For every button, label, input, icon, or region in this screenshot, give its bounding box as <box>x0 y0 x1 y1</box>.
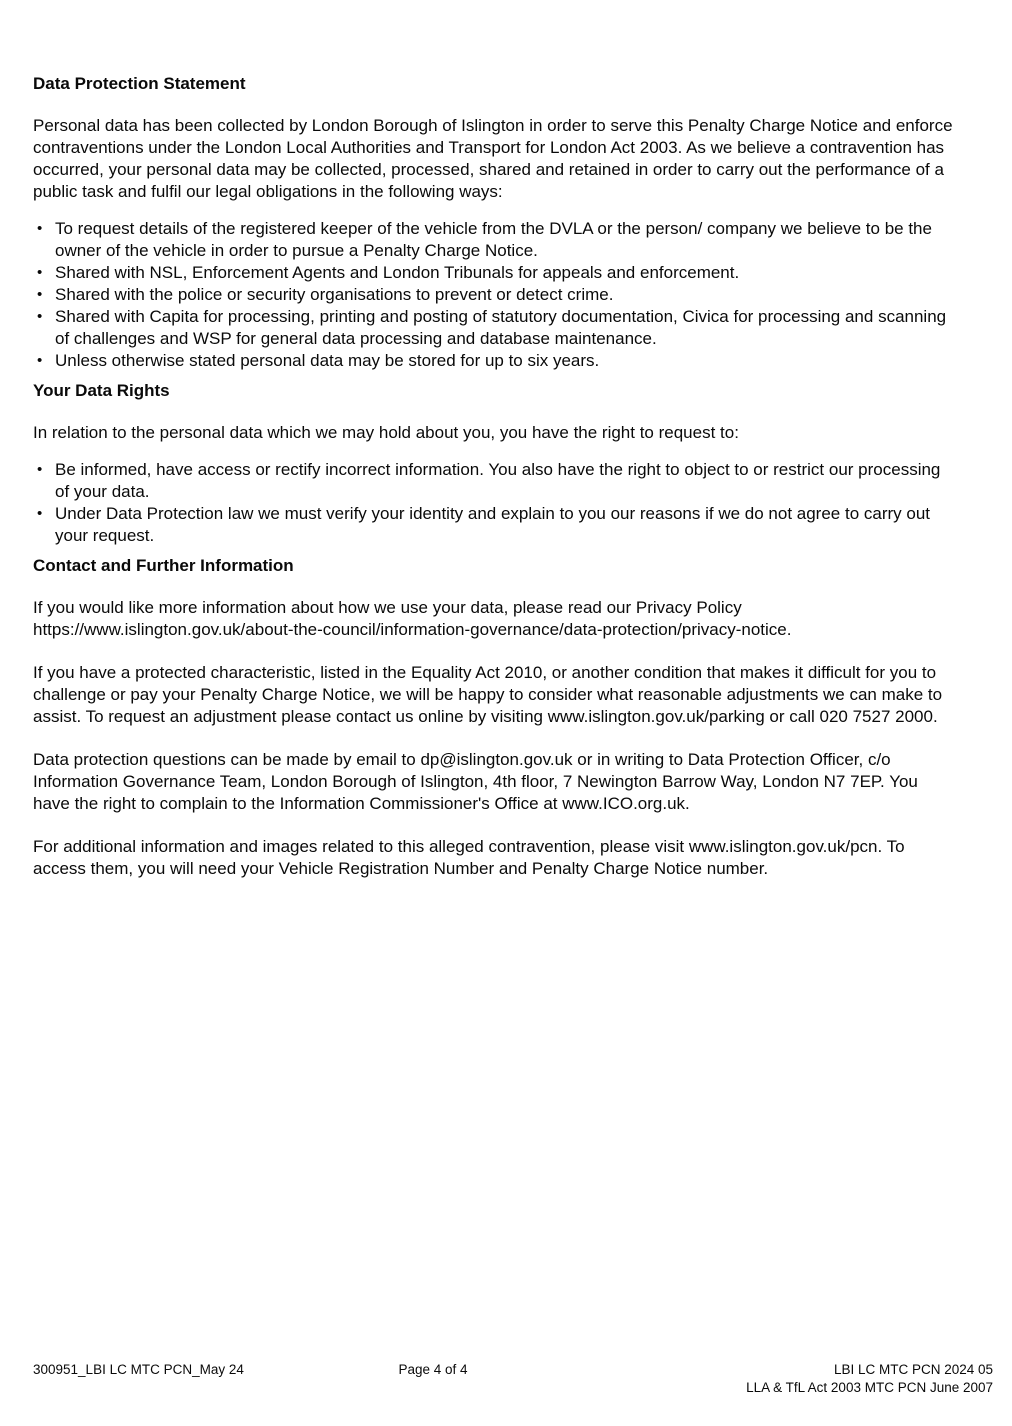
bullet-text: Unless otherwise stated personal data may be stored for up to six years. <box>55 351 600 370</box>
bullet-text: Shared with NSL, Enforcement Agents and London Tribunals for appeals and enforcement. <box>55 263 740 282</box>
list-item <box>33 306 953 350</box>
bullet-icon: • <box>37 505 43 522</box>
list-item <box>33 503 953 547</box>
paragraph: For additional information and images related to this alleged contravention, please visit www.islington.gov.uk/pcn. To access them, you will need your Vehicle Registration Number and Penalty Charge Notice number. <box>33 837 905 878</box>
footer-page-number: Page 4 of 4 <box>398 1362 468 1377</box>
paragraph: Data protection questions can be made by email to dp@islington.gov.uk or in writing to Data Protection Officer, c/o Information Governance Team, London Borough of Islington, 4th floor, 7 Newington Barrow Way, London N7 7EP. You have the right to complain to the Information Commissioner's Office at www.ICO.org.uk. <box>33 750 918 813</box>
list-item <box>33 350 953 372</box>
section-your-data-rights <box>33 380 953 547</box>
page-footer <box>33 1361 993 1397</box>
bullet-icon: • <box>37 264 43 281</box>
bullet-icon: • <box>37 220 43 237</box>
bullet-text: Shared with Capita for processing, printing and posting of statutory documentation, Civica for processing and scanning of challenges and WSP for general data processing and database maintenance. <box>55 307 947 348</box>
bullet-text: To request details of the registered keeper of the vehicle from the DVLA or the person/ company we believe to be the owner of the vehicle in order to pursue a Penalty Charge Notice. <box>55 219 932 260</box>
footer-form-reference-line2: LLA & TfL Act 2003 MTC PCN June 2007 <box>746 1380 994 1395</box>
list-item <box>33 284 953 306</box>
bullet-icon: • <box>37 352 43 369</box>
footer-form-reference-line1: LBI LC MTC PCN 2024 05 <box>833 1362 994 1377</box>
bullet-list <box>33 218 953 372</box>
list-item <box>33 262 953 284</box>
document-content <box>33 73 953 901</box>
list-item <box>33 218 953 262</box>
section-data-protection-statement <box>33 73 953 372</box>
paragraph: In relation to the personal data which we may hold about you, you have the right to request to: <box>33 423 739 442</box>
bullet-text: Be informed, have access or rectify incorrect information. You also have the right to object to or restrict our processing of your data. <box>55 460 941 501</box>
list-item <box>33 459 953 503</box>
section-heading: Data Protection Statement <box>33 74 246 93</box>
bullet-list <box>33 459 953 547</box>
footer-form-reference <box>566 1361 993 1397</box>
paragraph: If you have a protected characteristic, listed in the Equality Act 2010, or another condition that makes it difficult for you to challenge or pay your Penalty Charge Notice, we will be happy to consider what reasonable adjustments we can make to assist. To request an adjustment please contact us online by visiting www.islington.gov.uk/parking or call 020 7527 2000. <box>33 663 943 726</box>
bullet-icon: • <box>37 461 43 478</box>
paragraph: If you would like more information about how we use your data, please read our Privacy Policy https://www.islington.gov.uk/about-the-council/information-governance/data-protection/privacy-notice. <box>33 598 792 639</box>
section-heading: Contact and Further Information <box>33 556 294 575</box>
bullet-icon: • <box>37 286 43 303</box>
bullet-text: Under Data Protection law we must verify your identity and explain to you our reasons if we do not agree to carry out your request. <box>55 504 931 545</box>
bullet-text: Shared with the police or security organisations to prevent or detect crime. <box>55 285 614 304</box>
section-contact-and-further-information <box>33 555 953 880</box>
footer-document-reference: 300951_LBI LC MTC PCN_May 24 <box>33 1362 244 1377</box>
bullet-icon: • <box>37 308 43 325</box>
section-heading: Your Data Rights <box>33 381 170 400</box>
paragraph: Personal data has been collected by London Borough of Islington in order to serve this Penalty Charge Notice and enforce contraventions under the London Local Authorities and Transport for London Act 2003. As we believe a contravention has occurred, your personal data may be collected, processed, shared and retained in order to carry out the performance of a public task and fulfil our legal obligations in the following ways: <box>33 116 953 201</box>
